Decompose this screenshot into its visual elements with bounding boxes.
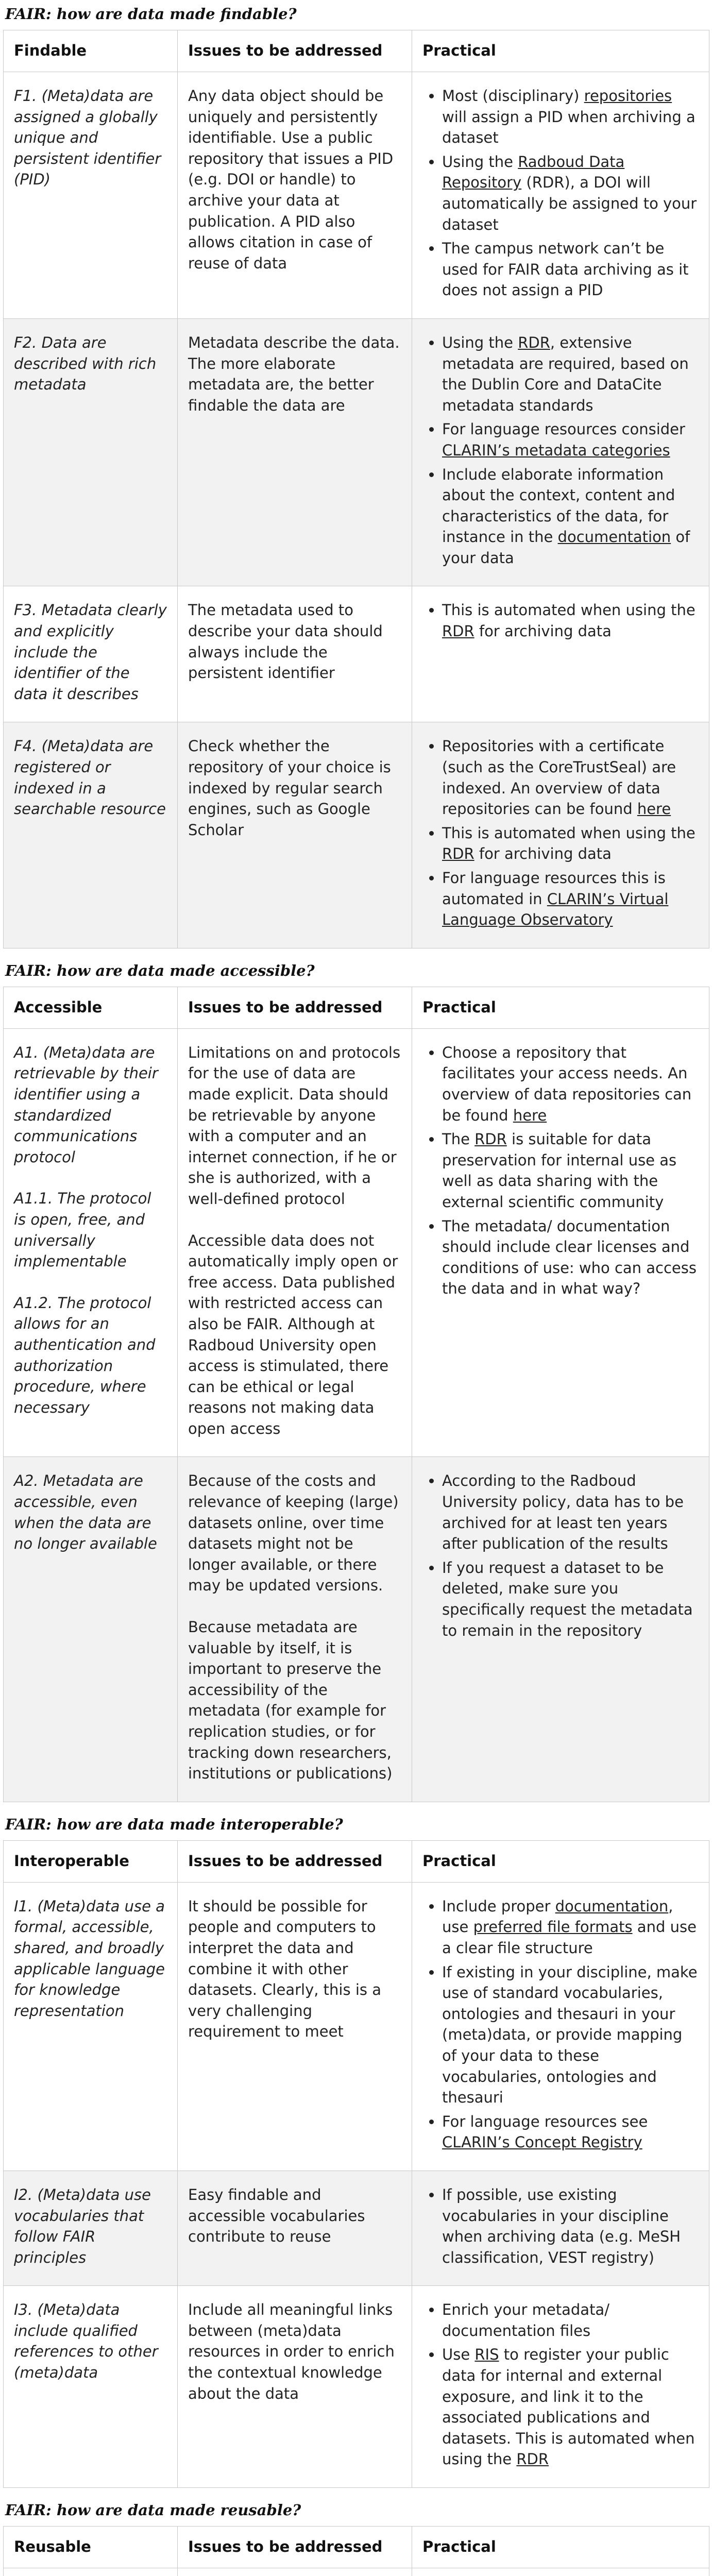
practical-text: This is automated when using the [442, 601, 696, 619]
practical-text: Enrich your metadata/ documentation files [442, 2301, 609, 2340]
practical-text: of your data [442, 528, 690, 567]
issues-text: Accessible data does not automatically imply open or free access. Data published with restricted access can also be FAIR. Although at Radboud University open access is stimulated, there can be ethical or legal reasons not making data open access [188, 1231, 398, 1437]
practical-cell [412, 1882, 709, 2171]
issues-text: Check whether the repository of your choice is indexed by regular search engines, such as Google Scholar [188, 737, 391, 839]
issues-cell [178, 1882, 412, 2171]
practical-text: , use [442, 1897, 673, 1936]
header-row [4, 2527, 709, 2568]
practical-cell [412, 722, 709, 948]
principle-cell [4, 318, 178, 586]
column-header-practical: Practical [412, 30, 709, 72]
practical-item [442, 2111, 699, 2153]
issues-cell [178, 586, 412, 722]
practical-item [442, 1557, 699, 1641]
reusable-table-header [4, 2527, 709, 2568]
practical-item [442, 238, 699, 301]
column-header-issues-to-be-addressed: Issues to be addressed [178, 1840, 412, 1882]
practical-list [422, 1896, 699, 2153]
issues-text: Metadata describe the data. The more elaborate metadata are, the better findable the data are [188, 333, 400, 414]
practical-cell [412, 72, 709, 319]
practical-text: (RDR), a DOI will automatically be assigned to your dataset [442, 174, 697, 233]
issues-cell [178, 1457, 412, 1802]
issues-cell [178, 2286, 412, 2488]
practical-text: The campus network can’t be used for FAIR data archiving as it does not assign a PID [442, 240, 689, 299]
practical-list [422, 332, 699, 569]
principle-cell [4, 1882, 178, 2171]
practical-text: Include elaborate information about the context, content and characteristics of the data, for instance in the [442, 465, 675, 546]
column-header-reusable: Reusable [4, 2527, 178, 2568]
issues-text: Any data object should be uniquely and persistently identifiable. Use a public repository that issues a PID (e.g. DOI or handle) to archive your data at publication. A PID also allows citation in case of reuse of data [188, 87, 394, 272]
link-here[interactable]: here [637, 800, 671, 818]
principle-text: F3. Metadata clearly and explicitly include the identifier of the data it describes [14, 601, 167, 703]
practical-item [442, 868, 699, 930]
principle-text: F1. (Meta)data are assigned a globally unique and persistent identifier (PID) [14, 87, 161, 189]
principle-cell [4, 2286, 178, 2488]
header-row [4, 987, 709, 1028]
table-row [4, 318, 709, 586]
practical-text: According to the Radboud University policy, data has to be archived for at least ten years after publication of the results [442, 1472, 684, 1553]
issues-cell [178, 2171, 412, 2285]
practical-text: For language resources consider [442, 420, 685, 438]
header-row [4, 1840, 709, 1882]
practical-item [442, 823, 699, 865]
column-header-issues-to-be-addressed: Issues to be addressed [178, 987, 412, 1028]
practical-text: Using the [442, 152, 518, 171]
table-row [4, 1457, 709, 1802]
practical-text: , extensive metadata are required, based on the Dublin Core and DataCite metadata standards [442, 333, 689, 414]
practical-text: If you request a dataset to be deleted, make sure you specifically request the metadata to remain in the repository [442, 1558, 693, 1639]
practical-text: If existing in your discipline, make use of standard vocabularies, ontologies and thesauri in your (meta)data, or provide mapping of your data to these vocabularies, ontologies and thesauri [442, 1963, 698, 2107]
principle-cell [4, 2568, 178, 2576]
issues-cell [178, 722, 412, 948]
reusable-section [3, 2490, 709, 2576]
link-ris[interactable]: RIS [474, 2346, 499, 2364]
practical-text: Most (disciplinary) [442, 87, 584, 105]
practical-item [442, 464, 699, 569]
practical-item [442, 151, 699, 235]
practical-text: and use a clear file structure [442, 1918, 697, 1957]
principle-cell [4, 1457, 178, 1802]
table-row [4, 72, 709, 319]
practical-item [442, 2184, 699, 2268]
practical-item [442, 1962, 699, 2108]
practical-text: is suitable for data preservation for internal use as well as data sharing with the external scientific community [442, 1130, 677, 1211]
practical-list [422, 2184, 699, 2268]
practical-text: For language resources see [442, 2112, 648, 2130]
practical-cell [412, 1457, 709, 1802]
column-header-interoperable: Interoperable [4, 1840, 178, 1882]
practical-text: Include proper [442, 1897, 555, 1915]
issues-text: Include all meaningful links between (meta)data resources in order to enrich the contextual knowledge about the data [188, 2301, 395, 2402]
practical-cell [412, 2568, 709, 2576]
practical-item [442, 736, 699, 819]
issues-cell [178, 2568, 412, 2576]
column-header-issues-to-be-addressed: Issues to be addressed [178, 30, 412, 72]
practical-item [442, 2299, 699, 2341]
interoperable-table [3, 1840, 709, 2488]
link-clarin-s-concept-registry[interactable]: CLARIN’s Concept Registry [442, 2133, 642, 2151]
practical-text: Choose a repository that facilitates your access needs. An overview of data repositories can be found [442, 1043, 692, 1124]
findable-table [3, 30, 709, 948]
interoperable-heading: FAIR: how are data made interoperable? [5, 1815, 343, 1833]
interoperable-table-body [4, 1882, 709, 2487]
link-rdr[interactable]: RDR [474, 1130, 507, 1148]
findable-section [3, 0, 709, 948]
link-rdr[interactable]: RDR [518, 333, 550, 351]
principle-cell [4, 1028, 178, 1457]
link-repositories[interactable]: repositories [584, 87, 672, 105]
practical-text: to register your public data for internal and external exposure, and link it to the associated publications and datasets. This is automated when using the [442, 2346, 695, 2468]
interoperable-section [3, 1804, 709, 2488]
column-header-practical: Practical [412, 2527, 709, 2568]
principle-text: I2. (Meta)data use vocabularies that follow FAIR principles [14, 2185, 151, 2266]
table-row [4, 1882, 709, 2171]
link-rdr[interactable]: RDR [442, 845, 474, 863]
link-documentation[interactable]: documentation [557, 528, 671, 546]
interoperable-table-header [4, 1840, 709, 1882]
practical-list [422, 1042, 699, 1299]
column-header-practical: Practical [412, 1840, 709, 1882]
practical-item [442, 332, 699, 416]
practical-text: Repositories with a certificate (such as the CoreTrustSeal) are indexed. An overview of data repositories can be found [442, 737, 676, 818]
column-header-issues-to-be-addressed: Issues to be addressed [178, 2527, 412, 2568]
issues-text: Easy findable and accessible vocabularies contribute to reuse [188, 2185, 365, 2246]
column-header-findable: Findable [4, 30, 178, 72]
principle-text: A1.1. The protocol is open, free, and universally implementable [14, 1190, 151, 1270]
practical-list [422, 600, 699, 641]
issues-text: Because of the costs and relevance of keeping (large) datasets online, over time datasets might not be longer available, or there may be updated versions. [188, 1472, 399, 1595]
link-clarin-s-metadata-categories[interactable]: CLARIN’s metadata categories [442, 441, 670, 459]
practical-list [422, 736, 699, 930]
practical-item [442, 1042, 699, 1126]
practical-text: The metadata/ documentation should include clear licenses and conditions of use: who can access the data and in what way? [442, 1217, 697, 1298]
practical-cell [412, 586, 709, 722]
accessible-table-header [4, 987, 709, 1028]
fair-sections [3, 0, 709, 2576]
issues-text: Limitations on and protocols for the use of data are made explicit. Data should be retrievable by anyone with a computer and an internet connection, if he or she is authorized, with a well-defined protocol [188, 1043, 401, 1208]
practical-item [442, 1216, 699, 1299]
table-row [4, 586, 709, 722]
principle-cell [4, 72, 178, 319]
practical-list [422, 2299, 699, 2470]
link-clarin-s-virtual-language-observatory[interactable]: CLARIN’s Virtual Language Observatory [442, 890, 669, 929]
practical-cell [412, 2171, 709, 2285]
issues-cell [178, 72, 412, 319]
principle-cell [4, 2171, 178, 2285]
principle-text: F2. Data are described with rich metadata [14, 333, 157, 394]
accessible-table [3, 987, 709, 1802]
findable-table-header [4, 30, 709, 72]
link-rdr[interactable]: RDR [516, 2450, 549, 2468]
practical-cell [412, 2286, 709, 2488]
column-header-practical: Practical [412, 987, 709, 1028]
table-row [4, 2171, 709, 2285]
findable-heading: FAIR: how are data made findable? [5, 5, 297, 23]
practical-item [442, 2344, 699, 2470]
link-documentation[interactable]: documentation [555, 1897, 669, 1915]
practical-text: For language resources this is automated in [442, 869, 666, 908]
practical-list [422, 1470, 699, 1641]
accessible-section [3, 951, 709, 1802]
practical-text: for archiving data [474, 845, 612, 863]
link-radboud-data-repository[interactable]: Radboud Data Repository [442, 152, 625, 192]
issues-text: Because metadata are valuable by itself, it is important to preserve the accessibility of the metadata (for example for replication studies, or for tracking down researchers, institutions or publications) [188, 1618, 393, 1783]
practical-item [442, 600, 699, 641]
issues-text: It should be possible for people and computers to interpret the data and combine it with other datasets. Clearly, this is a very challenging requirement to meet [188, 1897, 381, 2041]
column-header-accessible: Accessible [4, 987, 178, 1028]
principle-text: A1.2. The protocol allows for an authentication and authorization procedure, where necessary [14, 1294, 156, 1416]
practical-text: for archiving data [474, 622, 612, 640]
practical-text: Use [442, 2346, 475, 2364]
table-row [4, 1028, 709, 1457]
accessible-heading: FAIR: how are data made accessible? [5, 961, 315, 979]
practical-text: This is automated when using the [442, 824, 696, 842]
issues-cell [178, 1028, 412, 1457]
practical-cell [412, 1028, 709, 1457]
practical-item [442, 1896, 699, 1959]
principle-text: A1. (Meta)data are retrievable by their identifier using a standardized communications protocol [14, 1043, 158, 1166]
table-row [4, 2286, 709, 2488]
principle-text: I3. (Meta)data include qualified references to other (meta)data [14, 2301, 158, 2382]
practical-item [442, 86, 699, 148]
findable-table-body [4, 72, 709, 948]
link-preferred-file-formats[interactable]: preferred file formats [473, 1918, 633, 1936]
principle-text: I1. (Meta)data use a formal, accessible, shared, and broadly applicable language for knowledge representation [14, 1897, 165, 2020]
practical-cell [412, 318, 709, 586]
reusable-table-body [4, 2568, 709, 2576]
principle-text: F4. (Meta)data are registered or indexed in a searchable resource [14, 737, 166, 818]
reusable-heading: FAIR: how are data made reusable? [5, 2501, 301, 2519]
practical-text: Using the [442, 333, 518, 351]
practical-item [442, 1129, 699, 1212]
practical-item [442, 1470, 699, 1554]
reusable-table [3, 2526, 709, 2576]
principle-cell [4, 586, 178, 722]
header-row [4, 30, 709, 72]
table-row [4, 722, 709, 948]
link-rdr[interactable]: RDR [442, 622, 474, 640]
issues-cell [178, 318, 412, 586]
practical-list [422, 86, 699, 301]
practical-text: If possible, use existing vocabularies in your discipline when archiving data (e.g. MeSH classification, VEST registry) [442, 2185, 681, 2266]
principle-cell [4, 722, 178, 948]
accessible-table-body [4, 1028, 709, 1802]
practical-item [442, 419, 699, 461]
practical-text: will assign a PID when archiving a dataset [442, 108, 696, 147]
link-here[interactable]: here [513, 1106, 547, 1124]
issues-text: The metadata used to describe your data should always include the persistent identifier [188, 601, 383, 682]
principle-text: A2. Metadata are accessible, even when the data are no longer available [14, 1472, 157, 1553]
practical-text: The [442, 1130, 475, 1148]
table-row [4, 2568, 709, 2576]
